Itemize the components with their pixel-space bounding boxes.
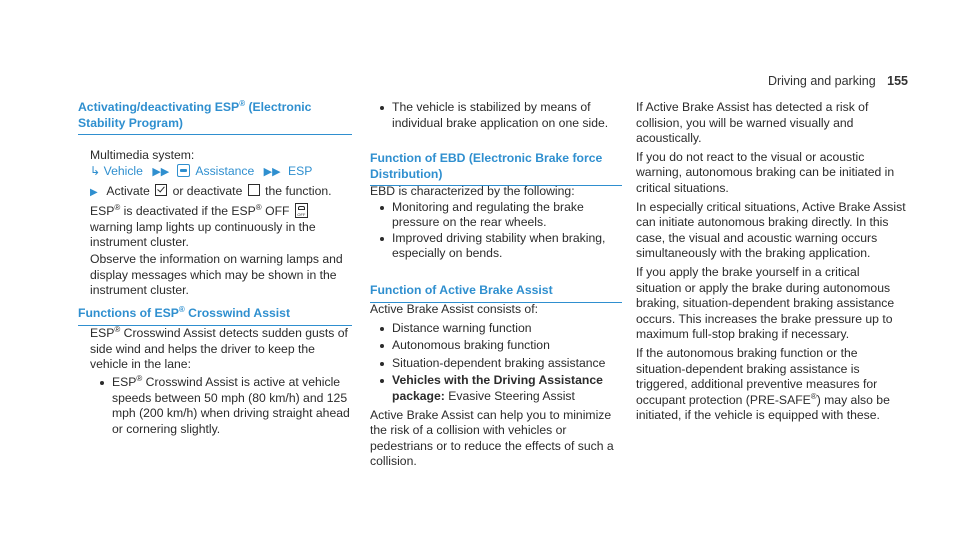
nav-esp[interactable]: ESP [287,163,313,178]
heading-ebd: Function of EBD (Electronic Brake force Distribution) [370,151,622,186]
double-chevron-icon: ▶▶ [263,165,281,178]
empty-checkbox-icon [248,184,260,196]
list-item: Situation-dependent braking assistance [370,356,622,372]
assistance-car-icon [177,164,190,177]
page-number: 155 [887,74,908,88]
crosswind-intro: ESP® Crosswind Assist detects sudden gusts of side wind and helps the driver to keep the vehicle in the lane: [90,324,348,372]
heading-crosswind-assist: Functions of ESP® Crosswind Assist [78,306,352,326]
crosswind-list [78,375,352,437]
page-header [768,74,908,90]
list-item: Autonomous braking function [370,338,622,354]
esp-off-warning-icon [295,203,308,218]
list-item: Distance warning function [370,321,622,337]
ebd-intro: EBD is characterized by the following: [370,184,575,198]
multimedia-nav [78,148,352,180]
step-activate: ▶ Activate or deactivate the function. [90,184,332,198]
double-chevron-icon: ▶▶ [152,165,170,178]
paragraph: If you do not react to the visual or acoustic warning, autonomous braking can be initiated in critical situations. [636,149,895,195]
nav-assistance[interactable]: Assistance [195,163,255,178]
list-item: Monitoring and regulating the brake pressure on the rear wheels. [370,200,622,231]
list-item: ESP® Crosswind Assist is active at vehicle speeds between 50 mph (80 km/h) and 125 mph (200 km/h) when driving straight ahead or cornering slightly. [90,375,352,437]
ebd-section [370,184,622,262]
aba-help: Active Brake Assist can help you to minimize the risk of a collision with vehicles or pedestrians or to reduce the effects of such a collision. [370,407,614,469]
esp-deactivated-paragraph: ESP® is deactivated if the ESP® OFF OFF warning lamp lights up continuously in the instrument cluster. [78,203,352,251]
stabilize-list [370,100,622,131]
aba-detail [636,100,906,424]
paragraph: If Active Brake Assist has detected a risk of collision, you will be warned visually and acoustically. [636,100,869,146]
observe-paragraph: Observe the information on warning lamps and display messages which may be shown in the instrument cluster. [90,252,343,298]
list-item: The vehicle is stabilized by means of individual brake application on one side. [370,100,622,131]
list-item: Vehicles with the Driving Assistance package: Evasive Steering Assist [370,373,622,404]
aba-intro: Active Brake Assist consists of: [370,302,538,316]
checked-checkbox-icon [155,184,167,196]
section-title: Driving and parking [767,74,876,88]
nav-path [90,164,352,181]
nav-vehicle[interactable]: Vehicle [103,163,143,178]
heading-active-brake-assist: Function of Active Brake Assist [370,283,622,303]
step-triangle-icon: ▶ [90,187,98,198]
paragraph: If you apply the brake yourself in a critical situation or apply the brake during autonomous braking, situation-dependent braking assistance occurs. This increases the brake pressure up to maximum full-stop braking if necessary. [636,264,895,342]
heading-activating-esp: Activating/deactivating ESP® (Electronic Stability Program) [78,100,352,135]
paragraph: If the autonomous braking function or the situation-dependent braking assistance is triggered, additional preventive measures for occupant protection (PRE-SAFE®) may also be initiated, if the vehicle is equipped with these. [636,345,890,423]
aba-section [370,302,622,470]
return-arrow-icon: ↳ [90,163,101,178]
list-item: Improved driving stability when braking, especially on bends. [370,231,622,262]
paragraph: In especially critical situations, Active Brake Assist can initiate autonomous braking directly. In this case, the visual and acoustic warning occurs simultaneously with the braking application. [636,199,906,261]
multimedia-label: Multimedia system: [90,148,195,162]
